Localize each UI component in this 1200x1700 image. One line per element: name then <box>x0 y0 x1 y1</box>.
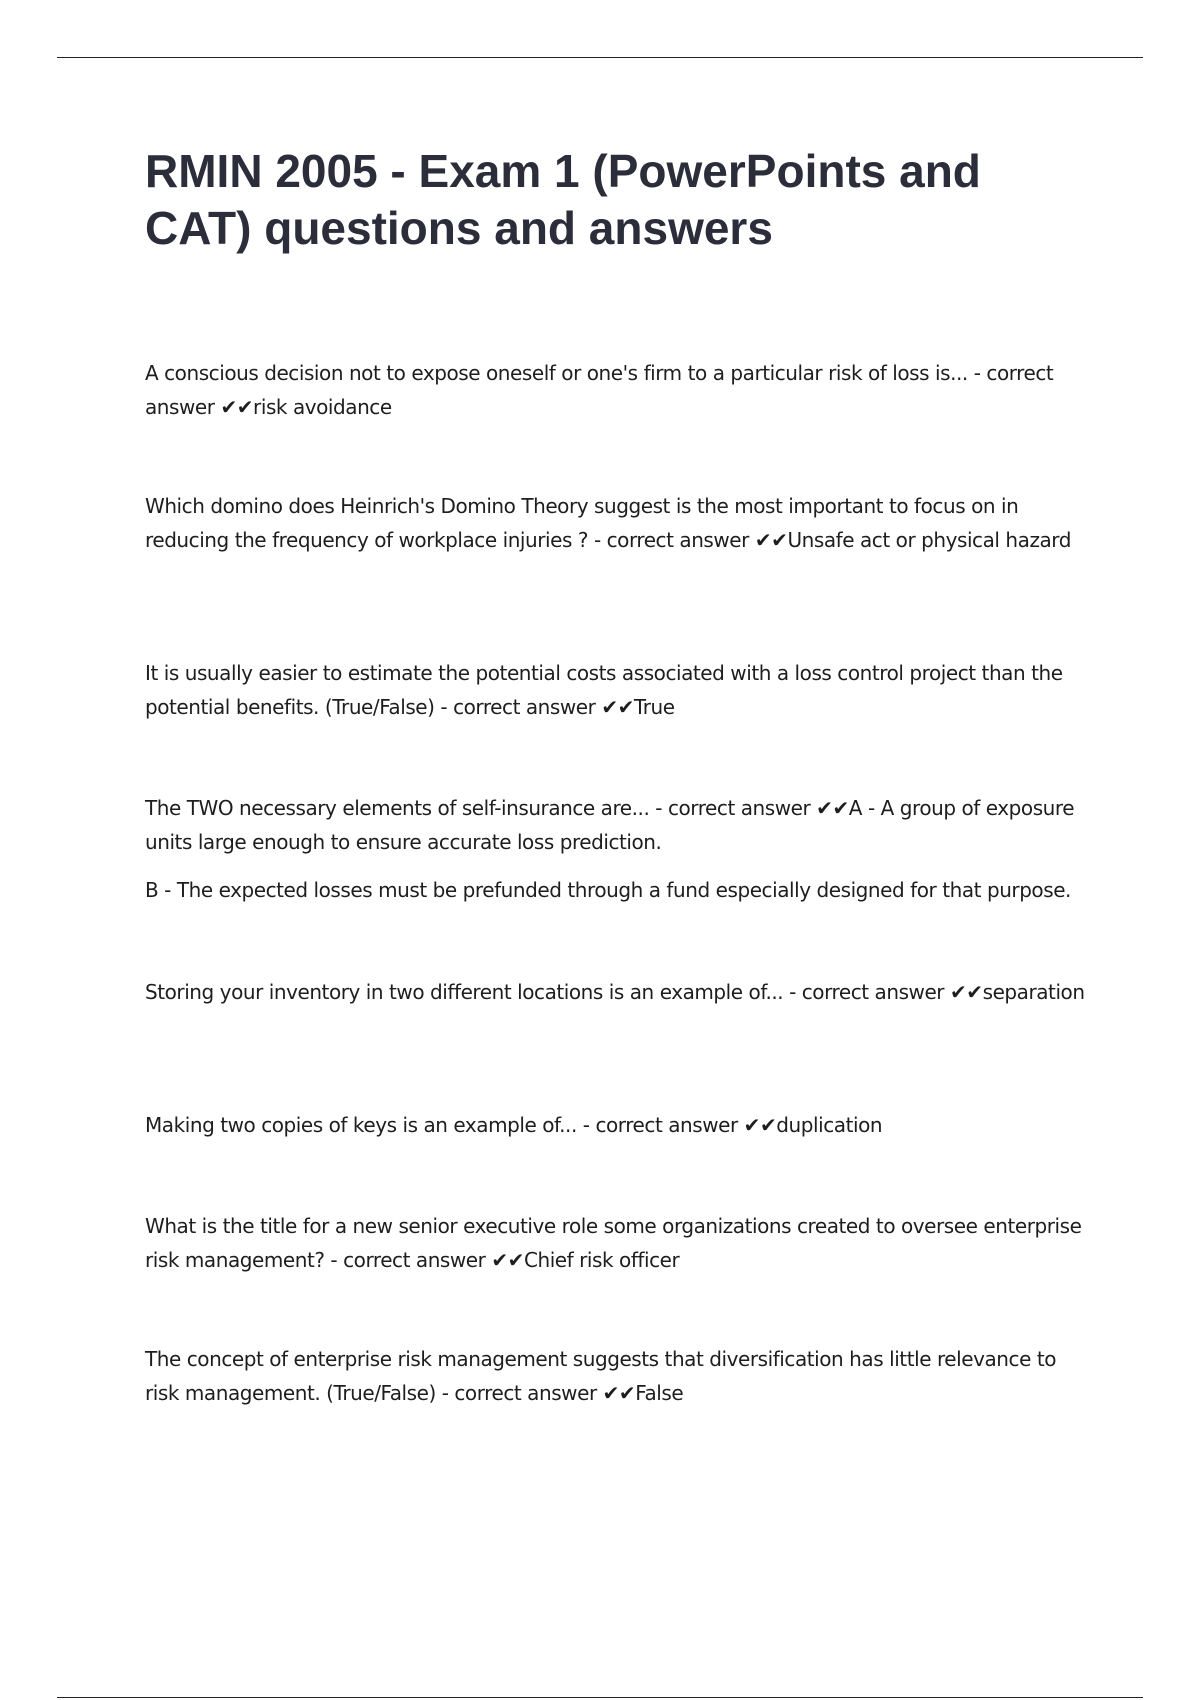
qa-text: The TWO necessary elements of self-insurance are... - correct answer ✔✔A - A group of exposure units large enough to ensure accurate loss prediction. <box>145 796 1075 854</box>
qa-text: The concept of enterprise risk management suggests that diversification has little relevance to risk management. (True/False) - correct answer ✔✔False <box>145 1347 1057 1405</box>
qa-text: Which domino does Heinrich's Domino Theory suggest is the most important to focus on in reducing the frequency of workplace injuries ? - correct answer ✔✔Unsafe act or physical hazard <box>145 494 1071 552</box>
qa-text: A conscious decision not to expose oneself or one's firm to a particular risk of loss is... - correct answer ✔✔risk avoidance <box>145 361 1054 419</box>
qa-item-1 <box>145 356 1090 424</box>
qa-text: Making two copies of keys is an example of... - correct answer ✔✔duplication <box>145 1113 883 1137</box>
top-divider <box>57 57 1143 58</box>
qa-text: What is the title for a new senior executive role some organizations created to oversee enterprise risk management? - correct answer ✔✔Chief risk officer <box>145 1214 1082 1272</box>
qa-item-6 <box>145 1108 1090 1142</box>
bottom-divider <box>57 1697 1143 1698</box>
qa-item-4 <box>145 791 1090 907</box>
qa-item-7 <box>145 1209 1090 1277</box>
qa-item-3 <box>145 656 1090 724</box>
qa-item-5 <box>145 975 1090 1009</box>
qa-continuation: B - The expected losses must be prefunded through a fund especially designed for that purpose. <box>145 878 1071 902</box>
qa-item-8 <box>145 1342 1090 1410</box>
qa-item-2 <box>145 489 1090 557</box>
qa-text: It is usually easier to estimate the potential costs associated with a loss control project than the potential benefits. (True/False) - correct answer ✔✔True <box>145 661 1063 719</box>
document-title: RMIN 2005 - Exam 1 (PowerPoints and CAT) questions and answers <box>145 145 981 254</box>
qa-text: Storing your inventory in two different locations is an example of... - correct answer ✔✔separation <box>145 980 1085 1004</box>
